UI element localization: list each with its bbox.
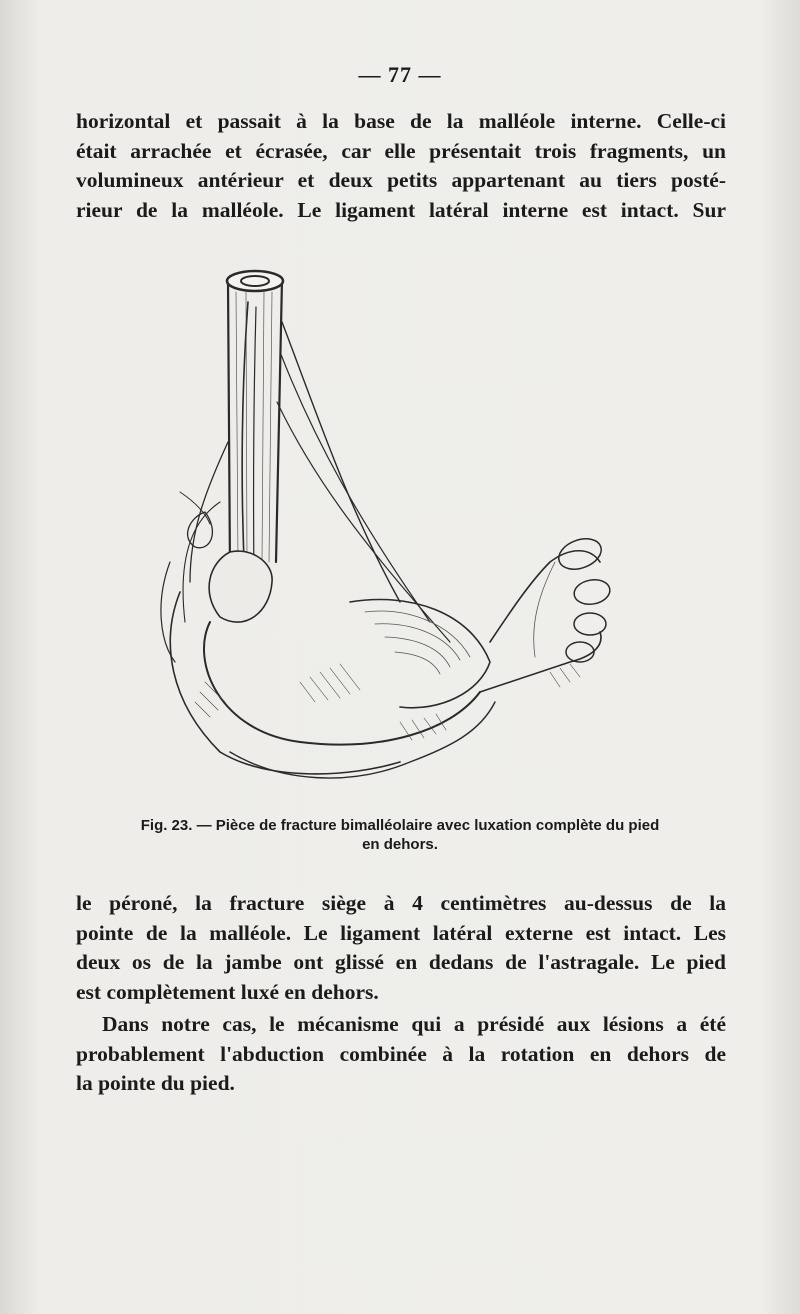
text-line: le péroné, la fracture siège à 4 centimètres au-dessus de la xyxy=(76,891,726,915)
text-line: la pointe du pied. xyxy=(76,1071,235,1095)
top-paragraph xyxy=(76,107,726,225)
text-line: volumineux antérieur et deux petits appartenant au tiers posté- xyxy=(76,168,726,192)
caption-line: en dehors. xyxy=(362,836,438,853)
text-line: pointe de la malléole. Le ligament latéral externe est intact. Les xyxy=(76,920,726,945)
paragraph xyxy=(76,1010,726,1099)
text-line: horizontal et passait à la base de la malléole interne. Celle-ci xyxy=(76,109,726,133)
paragraph xyxy=(76,889,726,1007)
ankle-specimen-drawing xyxy=(150,262,640,802)
text-line: Dans notre cas, le mécanisme qui a présidé aux lésions a été xyxy=(102,1012,726,1036)
page-number: — 77 — xyxy=(358,62,442,87)
text-line: probablement l'abduction combinée à la rotation en dehors de xyxy=(76,1041,726,1066)
text-line: est complètement luxé en dehors. xyxy=(76,979,379,1004)
text-line: était arrachée et écrasée, car elle présentait trois fragments, un xyxy=(76,138,726,163)
fracture-illustration xyxy=(150,262,640,802)
text-line: rieur de la malléole. Le ligament latéral interne est intact. Sur xyxy=(76,197,726,222)
caption-line: Fig. 23. — Pièce de fracture bimalléolaire avec luxation complète du pied xyxy=(140,817,660,834)
text-line: deux os de la jambe ont glissé en dedans de l'astragale. Le pied xyxy=(76,950,726,974)
figure-caption xyxy=(60,816,740,854)
